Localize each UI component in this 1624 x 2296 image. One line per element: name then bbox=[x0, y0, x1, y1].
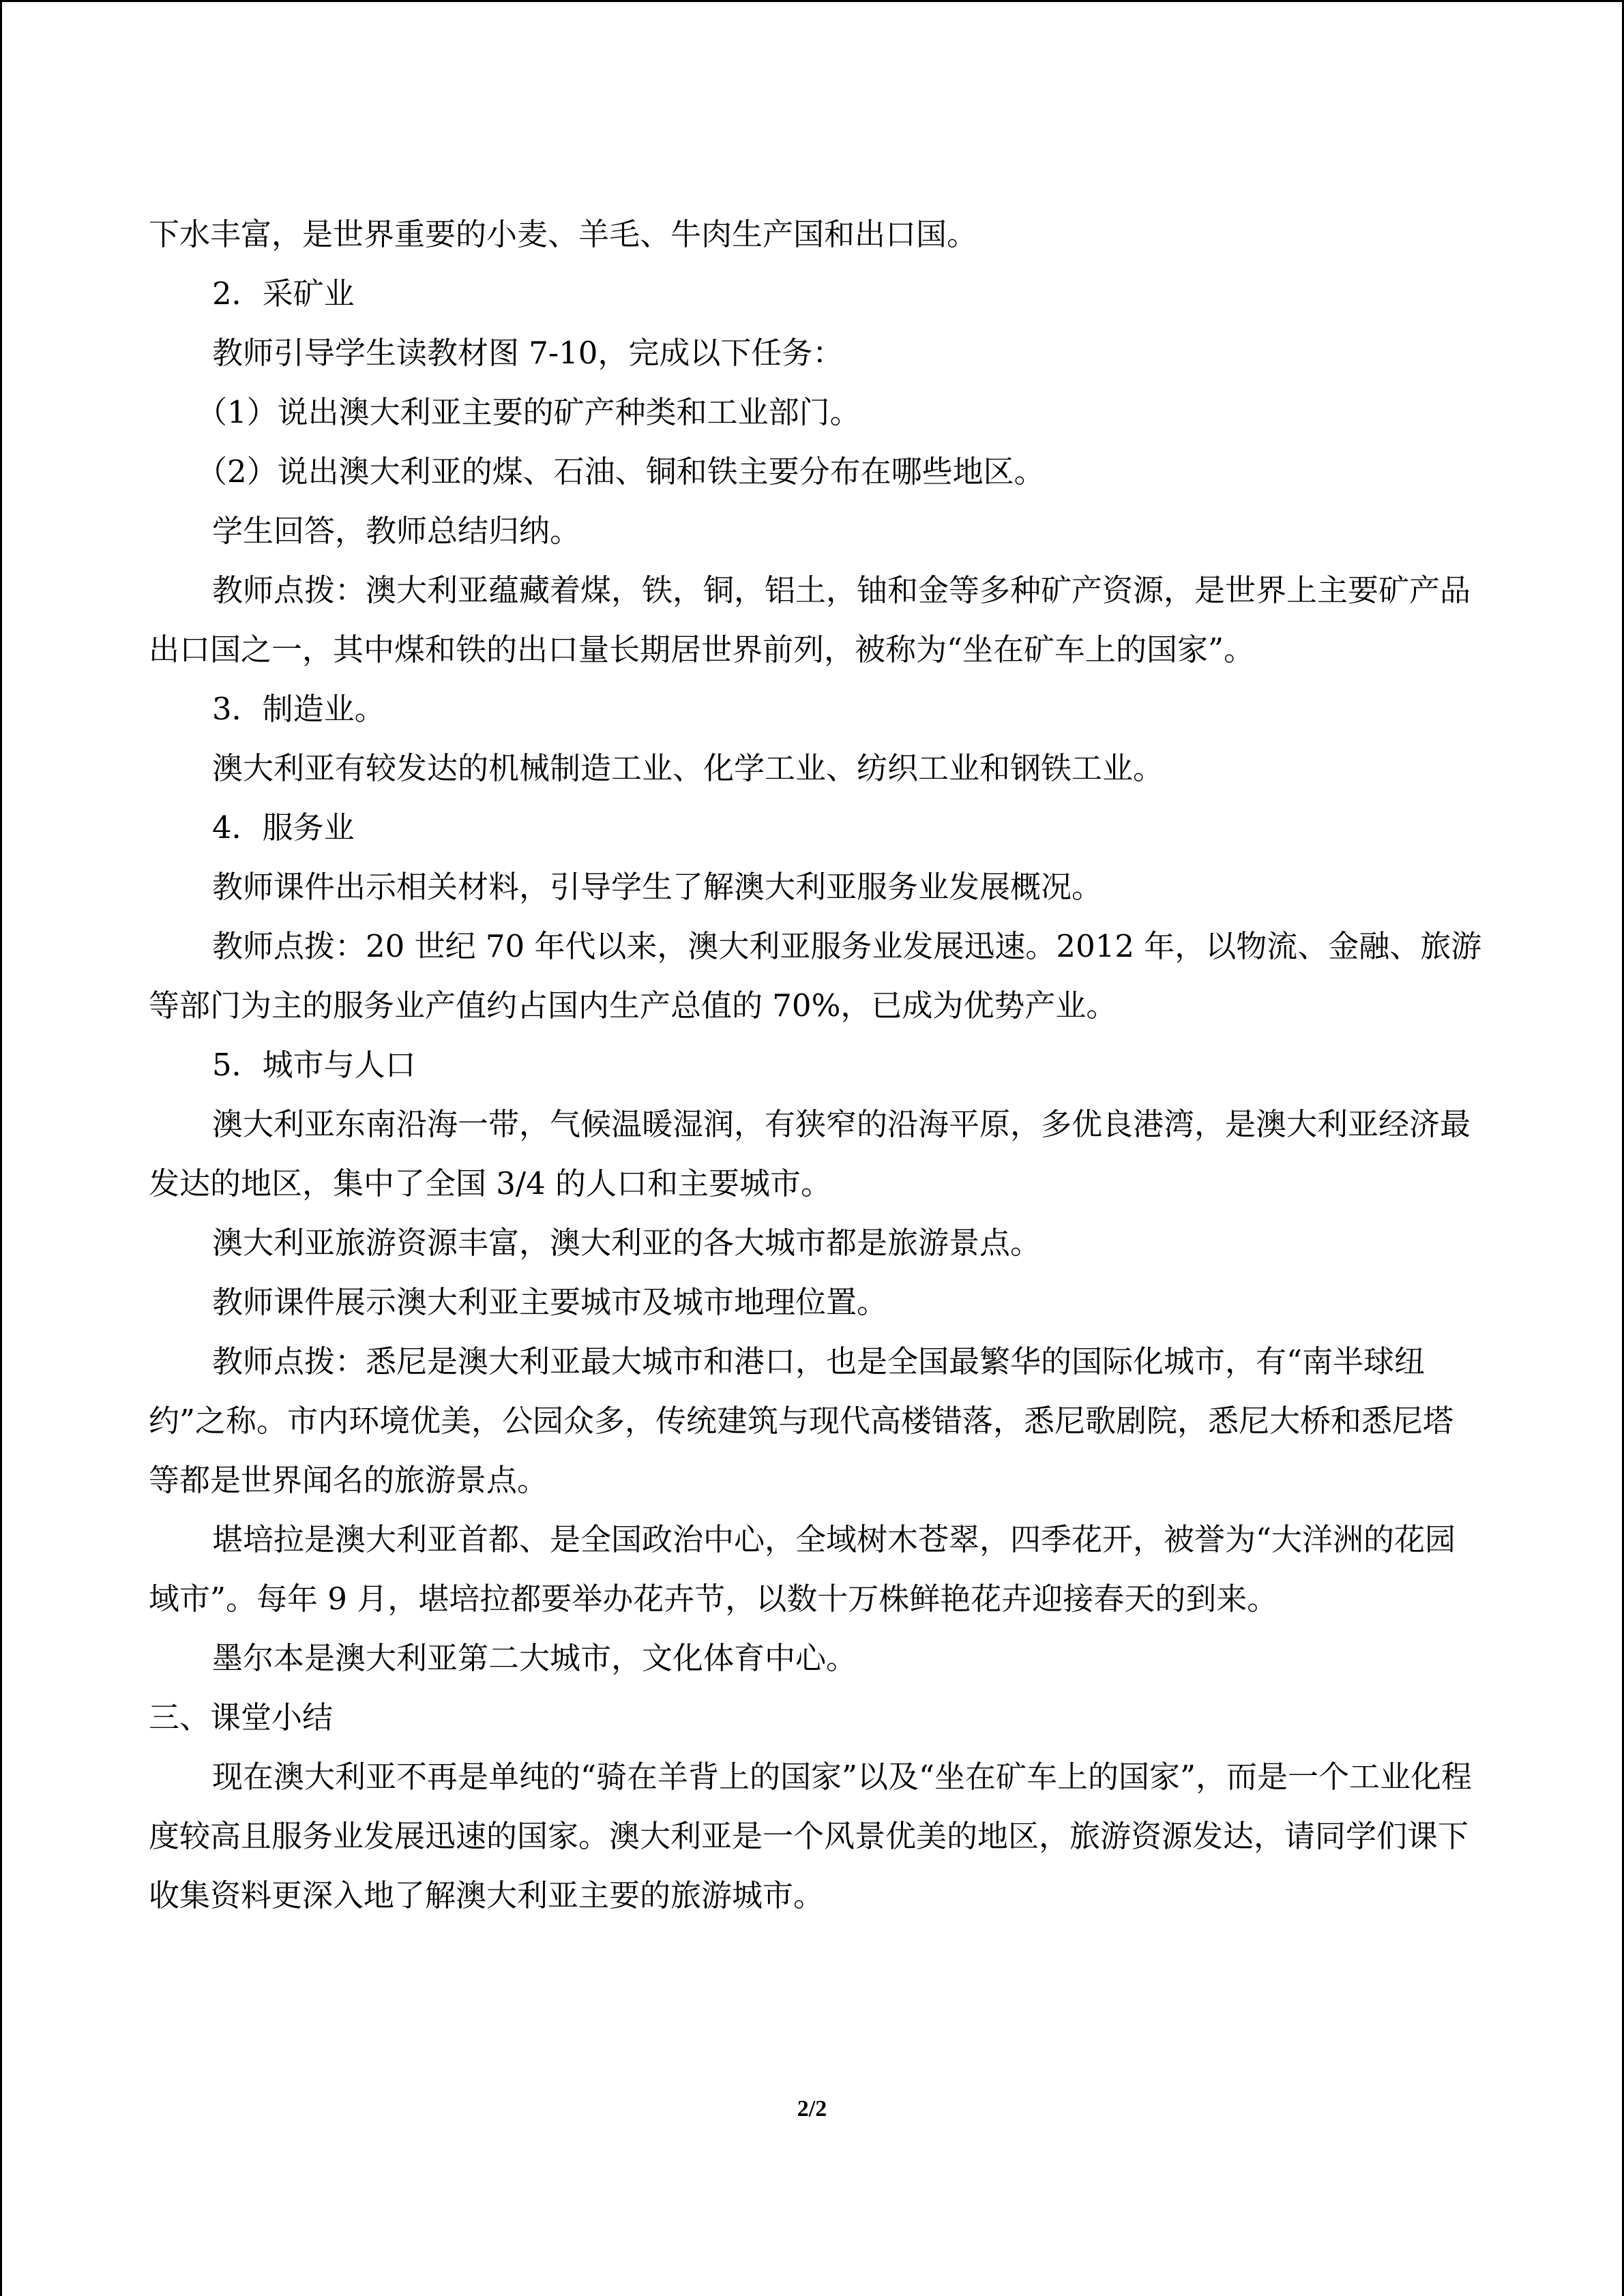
paragraph: 墨尔本是澳大利亚第二大城市，文化体育中心。 bbox=[212, 1640, 857, 1676]
paragraph: 教师课件出示相关材料，引导学生了解澳大利亚服务业发展概况。 bbox=[212, 869, 1103, 905]
section-heading-manufacturing: 3．制造业。 bbox=[212, 691, 385, 727]
paragraph: 堪培拉是澳大利亚首都、是全国政治中心，全域树木苍翠，四季花开，被誉为“大洋洲的花园域市”。每年 9 月，堪培拉都要举办花卉节，以数十万株鲜艳花卉迎接春天的到来。 bbox=[149, 1521, 1456, 1617]
paragraph: 学生回答，教师总结归纳。 bbox=[212, 513, 581, 549]
section-heading-services: 4．服务业 bbox=[212, 809, 355, 846]
paragraph: 教师引导学生读教材图 7-10，完成以下任务： bbox=[212, 335, 844, 371]
section-heading-mining: 2．采矿业 bbox=[212, 275, 355, 312]
paragraph: 澳大利亚有较发达的机械制造工业、化学工业、纺织工业和钢铁工业。 bbox=[212, 750, 1164, 786]
paragraph: 下水丰富，是世界重要的小麦、羊毛、牛肉生产国和出口国。 bbox=[149, 216, 978, 252]
paragraph: 教师点拨：悉尼是澳大利亚最大城市和港口，也是全国最繁华的国际化城市，有“南半球纽约”之称。市内环境优美，公园众多，传统建筑与现代高楼错落，悉尼歌剧院，悉尼大桥和悉尼塔等都是世界闻名的旅游景点。 bbox=[149, 1343, 1454, 1498]
task-item: （2）说出澳大利亚的煤、石油、铜和铁主要分布在哪些地区。 bbox=[196, 453, 1045, 490]
page-number: 2/2 bbox=[797, 2096, 827, 2121]
section-heading-cities: 5．城市与人口 bbox=[212, 1047, 416, 1083]
paragraph: 现在澳大利亚不再是单纯的“骑在羊背上的国家”以及“坐在矿车上的国家”，而是一个工业化程度较高且服务业发展迅速的国家。澳大利亚是一个风景优美的地区，旅游资源发达，请同学们课下收集资料更深入地了解澳大利亚主要的旅游城市。 bbox=[149, 1759, 1473, 1913]
section-heading-summary: 三、课堂小结 bbox=[149, 1699, 334, 1735]
paragraph: 澳大利亚旅游资源丰富，澳大利亚的各大城市都是旅游景点。 bbox=[212, 1225, 1042, 1261]
paragraph: 澳大利亚东南沿海一带，气候温暖湿润，有狭窄的沿海平原，多优良港湾，是澳大利亚经济最发达的地区，集中了全国 3/4 的人口和主要城市。 bbox=[149, 1106, 1471, 1202]
paragraph: 教师点拨：20 世纪 70 年代以来，澳大利亚服务业发展迅速。2012 年，以物流、金融、旅游等部门为主的服务业产值约占国内生产总值的 70%，已成为优势产业。 bbox=[149, 928, 1482, 1024]
paragraph: 教师课件展示澳大利亚主要城市及城市地理位置。 bbox=[212, 1284, 888, 1320]
paragraph: 教师点拨：澳大利亚蕴藏着煤，铁，铜，铝土，铀和金等多种矿产资源，是世界上主要矿产品出口国之一，其中煤和铁的出口量长期居世界前列，被称为“坐在矿车上的国家”。 bbox=[149, 572, 1471, 668]
task-item: （1）说出澳大利亚主要的矿产种类和工业部门。 bbox=[196, 394, 861, 430]
document-body bbox=[149, 205, 1482, 1925]
